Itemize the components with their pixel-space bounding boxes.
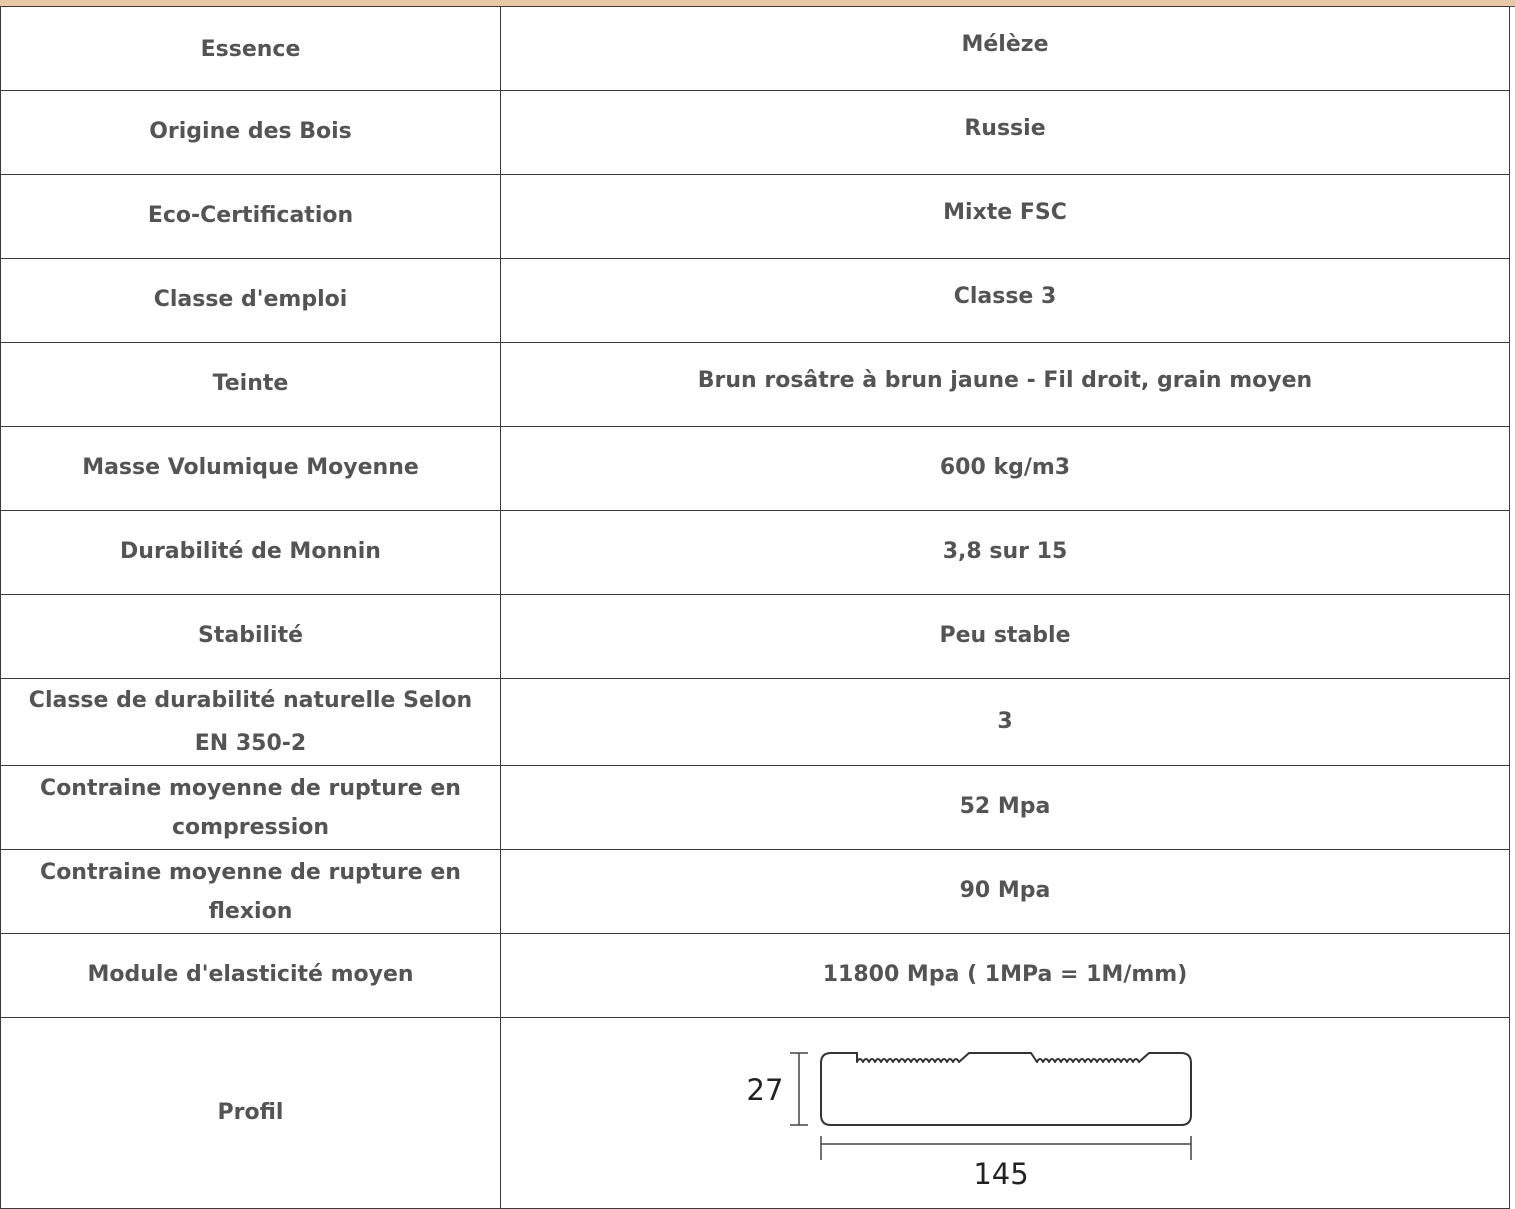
value-profil: [501, 1018, 1510, 1209]
label-rupture-compression: Contraine moyenne de rupture en compression: [1, 766, 501, 850]
value-durabilite-monnin: 3,8 sur 15: [501, 511, 1510, 595]
label-module-elasticite: Module d'elasticité moyen: [1, 934, 501, 1018]
value-rupture-compression: 52 Mpa: [501, 766, 1510, 850]
label-profil: Profil: [1, 1018, 501, 1209]
table-row: [1, 850, 1510, 934]
height-dimension: 27: [746, 1073, 784, 1107]
label-essence: Essence: [1, 7, 501, 91]
value-classe-emploi: Classe 3: [501, 259, 1510, 343]
label-classe-durabilite: Classe de durabilité naturelle Selon EN 350-2: [1, 679, 501, 766]
value-rupture-flexion: 90 Mpa: [501, 850, 1510, 934]
value-masse-volumique: 600 kg/m3: [501, 427, 1510, 511]
label-classe-emploi: Classe d'emploi: [1, 259, 501, 343]
value-essence: Mélèze: [501, 7, 1510, 91]
width-dimension: 145: [973, 1157, 1029, 1191]
table-row: [1, 91, 1510, 175]
label-eco-certification: Eco-Certification: [1, 175, 501, 259]
table-row: [1, 343, 1510, 427]
deck-board-profile-diagram: [501, 1020, 1510, 1206]
table-row: [1, 259, 1510, 343]
label-durabilite-monnin: Durabilité de Monnin: [1, 511, 501, 595]
value-origine: Russie: [501, 91, 1510, 175]
table-row: [1, 679, 1510, 766]
label-teinte: Teinte: [1, 343, 501, 427]
table-row: [1, 7, 1510, 91]
specifications-table: [0, 6, 1510, 1209]
profile-drawing: [501, 1020, 1510, 1206]
label-stabilite: Stabilité: [1, 595, 501, 679]
value-teinte: Brun rosâtre à brun jaune - Fil droit, grain moyen: [501, 343, 1510, 427]
value-eco-certification: Mixte FSC: [501, 175, 1510, 259]
table-row: [1, 511, 1510, 595]
board-outline: [821, 1053, 1191, 1125]
label-rupture-flexion: Contraine moyenne de rupture en flexion: [1, 850, 501, 934]
table-row-profil: [1, 1018, 1510, 1209]
table-row: [1, 595, 1510, 679]
label-origine: Origine des Bois: [1, 91, 501, 175]
label-masse-volumique: Masse Volumique Moyenne: [1, 427, 501, 511]
value-module-elasticite: 11800 Mpa ( 1MPa = 1M/mm): [501, 934, 1510, 1018]
table-row: [1, 766, 1510, 850]
value-stabilite: Peu stable: [501, 595, 1510, 679]
table-row: [1, 934, 1510, 1018]
value-classe-durabilite: 3: [501, 679, 1510, 766]
table-row: [1, 175, 1510, 259]
table-row: [1, 427, 1510, 511]
